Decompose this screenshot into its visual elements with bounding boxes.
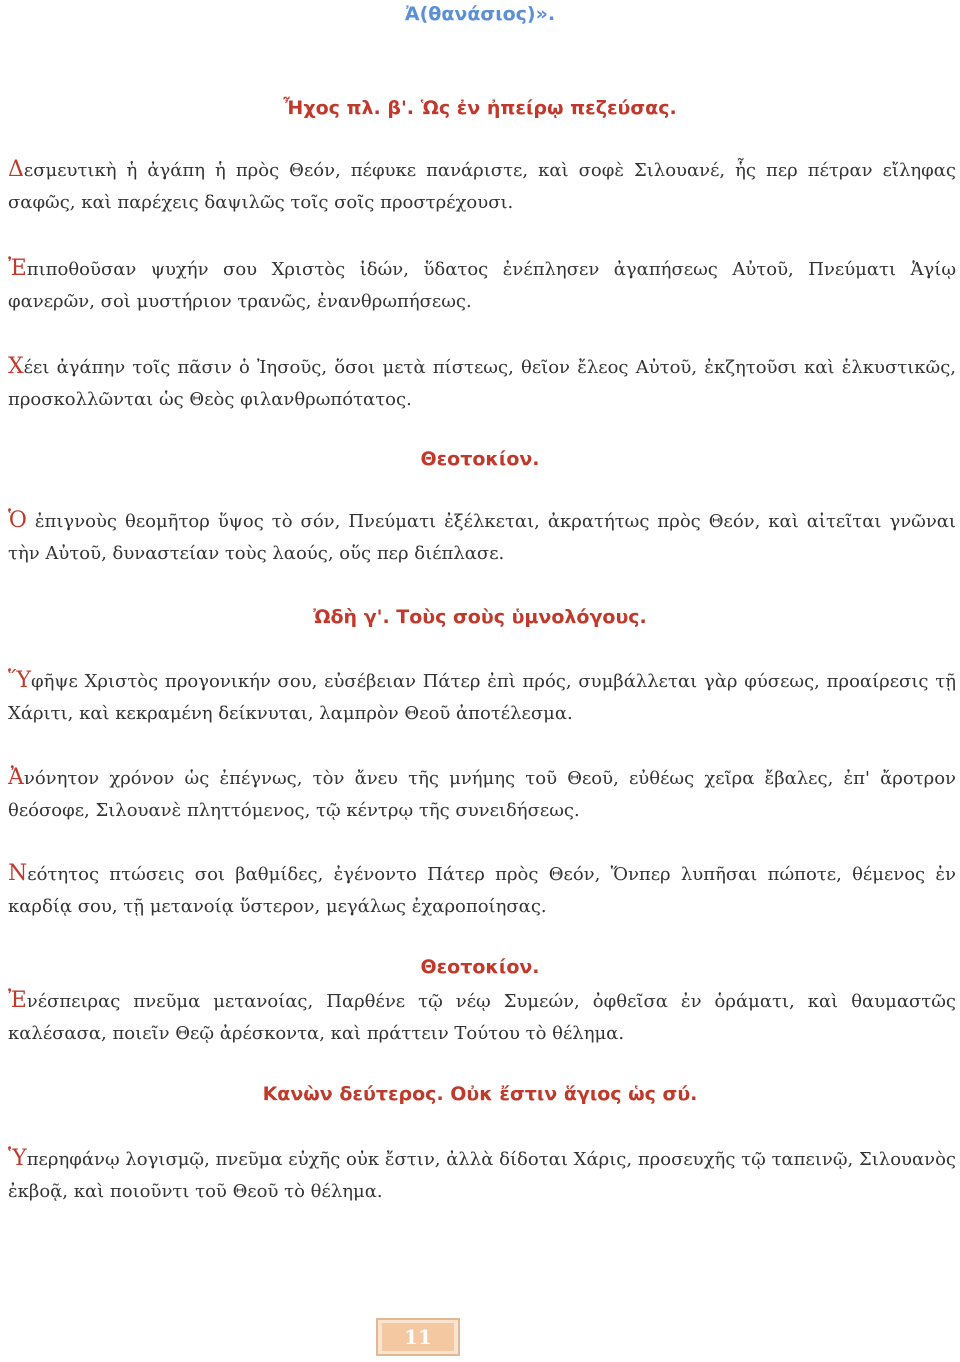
top-heading: Ἀ(θανάσιος)». xyxy=(404,3,556,25)
paragraph-text: εσμευτικὴ ἡ ἀγάπη ἡ πρὸς Θεόν, πέφυκε πανάριστε, καὶ σοφὲ Σιλουανέ, ἧς περ πέτραν εἴληφας σαφῶς, καὶ παρέχεις δαψιλῶς τοῖς σοῖς προστρέχουσι. xyxy=(8,160,956,213)
initial-letter: Ἐ xyxy=(8,988,27,1013)
initial-letter: Χ xyxy=(8,354,24,379)
initial-letter: Ὁ xyxy=(8,508,27,533)
section-heading-echos: Ἦχος πλ. β'. Ὡς ἐν ἠπείρῳ πεζεύσας. xyxy=(283,97,677,119)
canon-heading: Κανὼν δεύτερος. Οὐκ ἔστιν ἅγιος ὡς σύ. xyxy=(262,1083,698,1105)
initial-letter: Ἀ xyxy=(8,765,24,790)
hymn-paragraph xyxy=(8,1143,956,1208)
initial-letter: Ἐ xyxy=(8,256,27,281)
hymn-paragraph xyxy=(8,505,956,570)
paragraph-text: φῆψε Χριστὸς προγονικήν σου, εὐσέβειαν Πάτερ ἐπὶ πρός, συμβάλλεται γὰρ φύσεως, προαίρεσις τῇ Χάριτι, καὶ κεκραμένη δείκνυται, λαμπρὸν Θεοῦ ἀποτέλεσμα. xyxy=(8,671,956,724)
paragraph-text: ἐπιγνοὺς θεομῆτορ ὕψος τὸ σόν, Πνεύματι ἐξέλκεται, ἀκρατήτως πρὸς Θεόν, καὶ αἰτεῖται γνῶναι τὴν Αὐτοῦ, δυναστείαν τοὺς λαούς, οὕς περ διέπλασε. xyxy=(8,511,956,564)
theotokion-heading: Θεοτοκίον. xyxy=(420,956,540,978)
initial-letter: Δ xyxy=(8,157,24,182)
hymn-paragraph xyxy=(8,985,956,1050)
hymn-paragraph xyxy=(8,665,956,730)
hymn-paragraph xyxy=(8,762,956,827)
initial-letter: Ὑ xyxy=(8,1146,27,1171)
hymn-paragraph xyxy=(8,351,956,416)
paragraph-text: πιποθοῦσαν ψυχήν σου Χριστὸς ἰδών, ὕδατος ἐνέπλησεν ἀγαπήσεως Αὐτοῦ, Πνεύματι Ἁγίῳ φανερῶν, σοὶ μυστήριον τρανῶς, ἐνανθρωπήσεως. xyxy=(8,259,956,312)
paragraph-text: έει ἀγάπην τοῖς πᾶσιν ὁ Ἰησοῦς, ὅσοι μετὰ πίστεως, θεῖον ἔλεος Αὐτοῦ, ἐκζητοῦσι καὶ ἑλκυστικῶς, προσκολλῶνται ὡς Θεὸς φιλανθρωπότατος. xyxy=(8,357,956,410)
page-number: 11 xyxy=(382,1323,454,1351)
paragraph-text: νόνητον χρόνον ὡς ἐπέγνως, τὸν ἄνευ τῆς μνήμης τοῦ Θεοῦ, εὐθέως χεῖρα ἔβαλες, ἐπ' ἄροτρον θεόσοφε, Σιλουανὲ πληττόμενος, τῷ κέντρῳ τῆς συνειδήσεως. xyxy=(8,768,956,821)
theotokion-heading: Θεοτοκίον. xyxy=(420,448,540,470)
hymn-paragraph xyxy=(8,154,956,219)
ode-heading: Ὠδὴ γ'. Τοὺς σοὺς ὑμνολόγους. xyxy=(313,606,647,628)
paragraph-text: περηφάνῳ λογισμῷ, πνεῦμα εὐχῆς οὐκ ἔστιν, ἀλλὰ δίδοται Χάρις, προσευχῆς τῷ ταπεινῷ, Σιλουανὸς ἐκβοᾷ, καὶ ποιοῦντι τοῦ Θεοῦ τὸ θέλημα. xyxy=(8,1149,956,1202)
paragraph-text: εότητος πτώσεις σοι βαθμίδες, ἐγένοντο Πάτερ πρὸς Θεόν, Ὅνπερ λυπῆσαι πώποτε, θέμενος ἐν καρδίᾳ σου, τῇ μετανοίᾳ ὕστερον, μεγάλως ἐχαροποίησας. xyxy=(8,864,956,917)
hymn-paragraph xyxy=(8,253,956,318)
initial-letter: Ὕ xyxy=(8,668,31,693)
page-number-box xyxy=(376,1318,460,1356)
hymn-paragraph xyxy=(8,858,956,923)
initial-letter: Ν xyxy=(8,861,28,886)
paragraph-text: νέσπειρας πνεῦμα μετανοίας, Παρθένε τῷ νέῳ Συμεών, ὀφθεῖσα ἐν ὁράματι, καὶ θαυμαστῶς καλέσασα, ποιεῖν Θεῷ ἀρέσκοντα, καὶ πράττειν Τούτου τὸ θέλημα. xyxy=(8,991,956,1044)
